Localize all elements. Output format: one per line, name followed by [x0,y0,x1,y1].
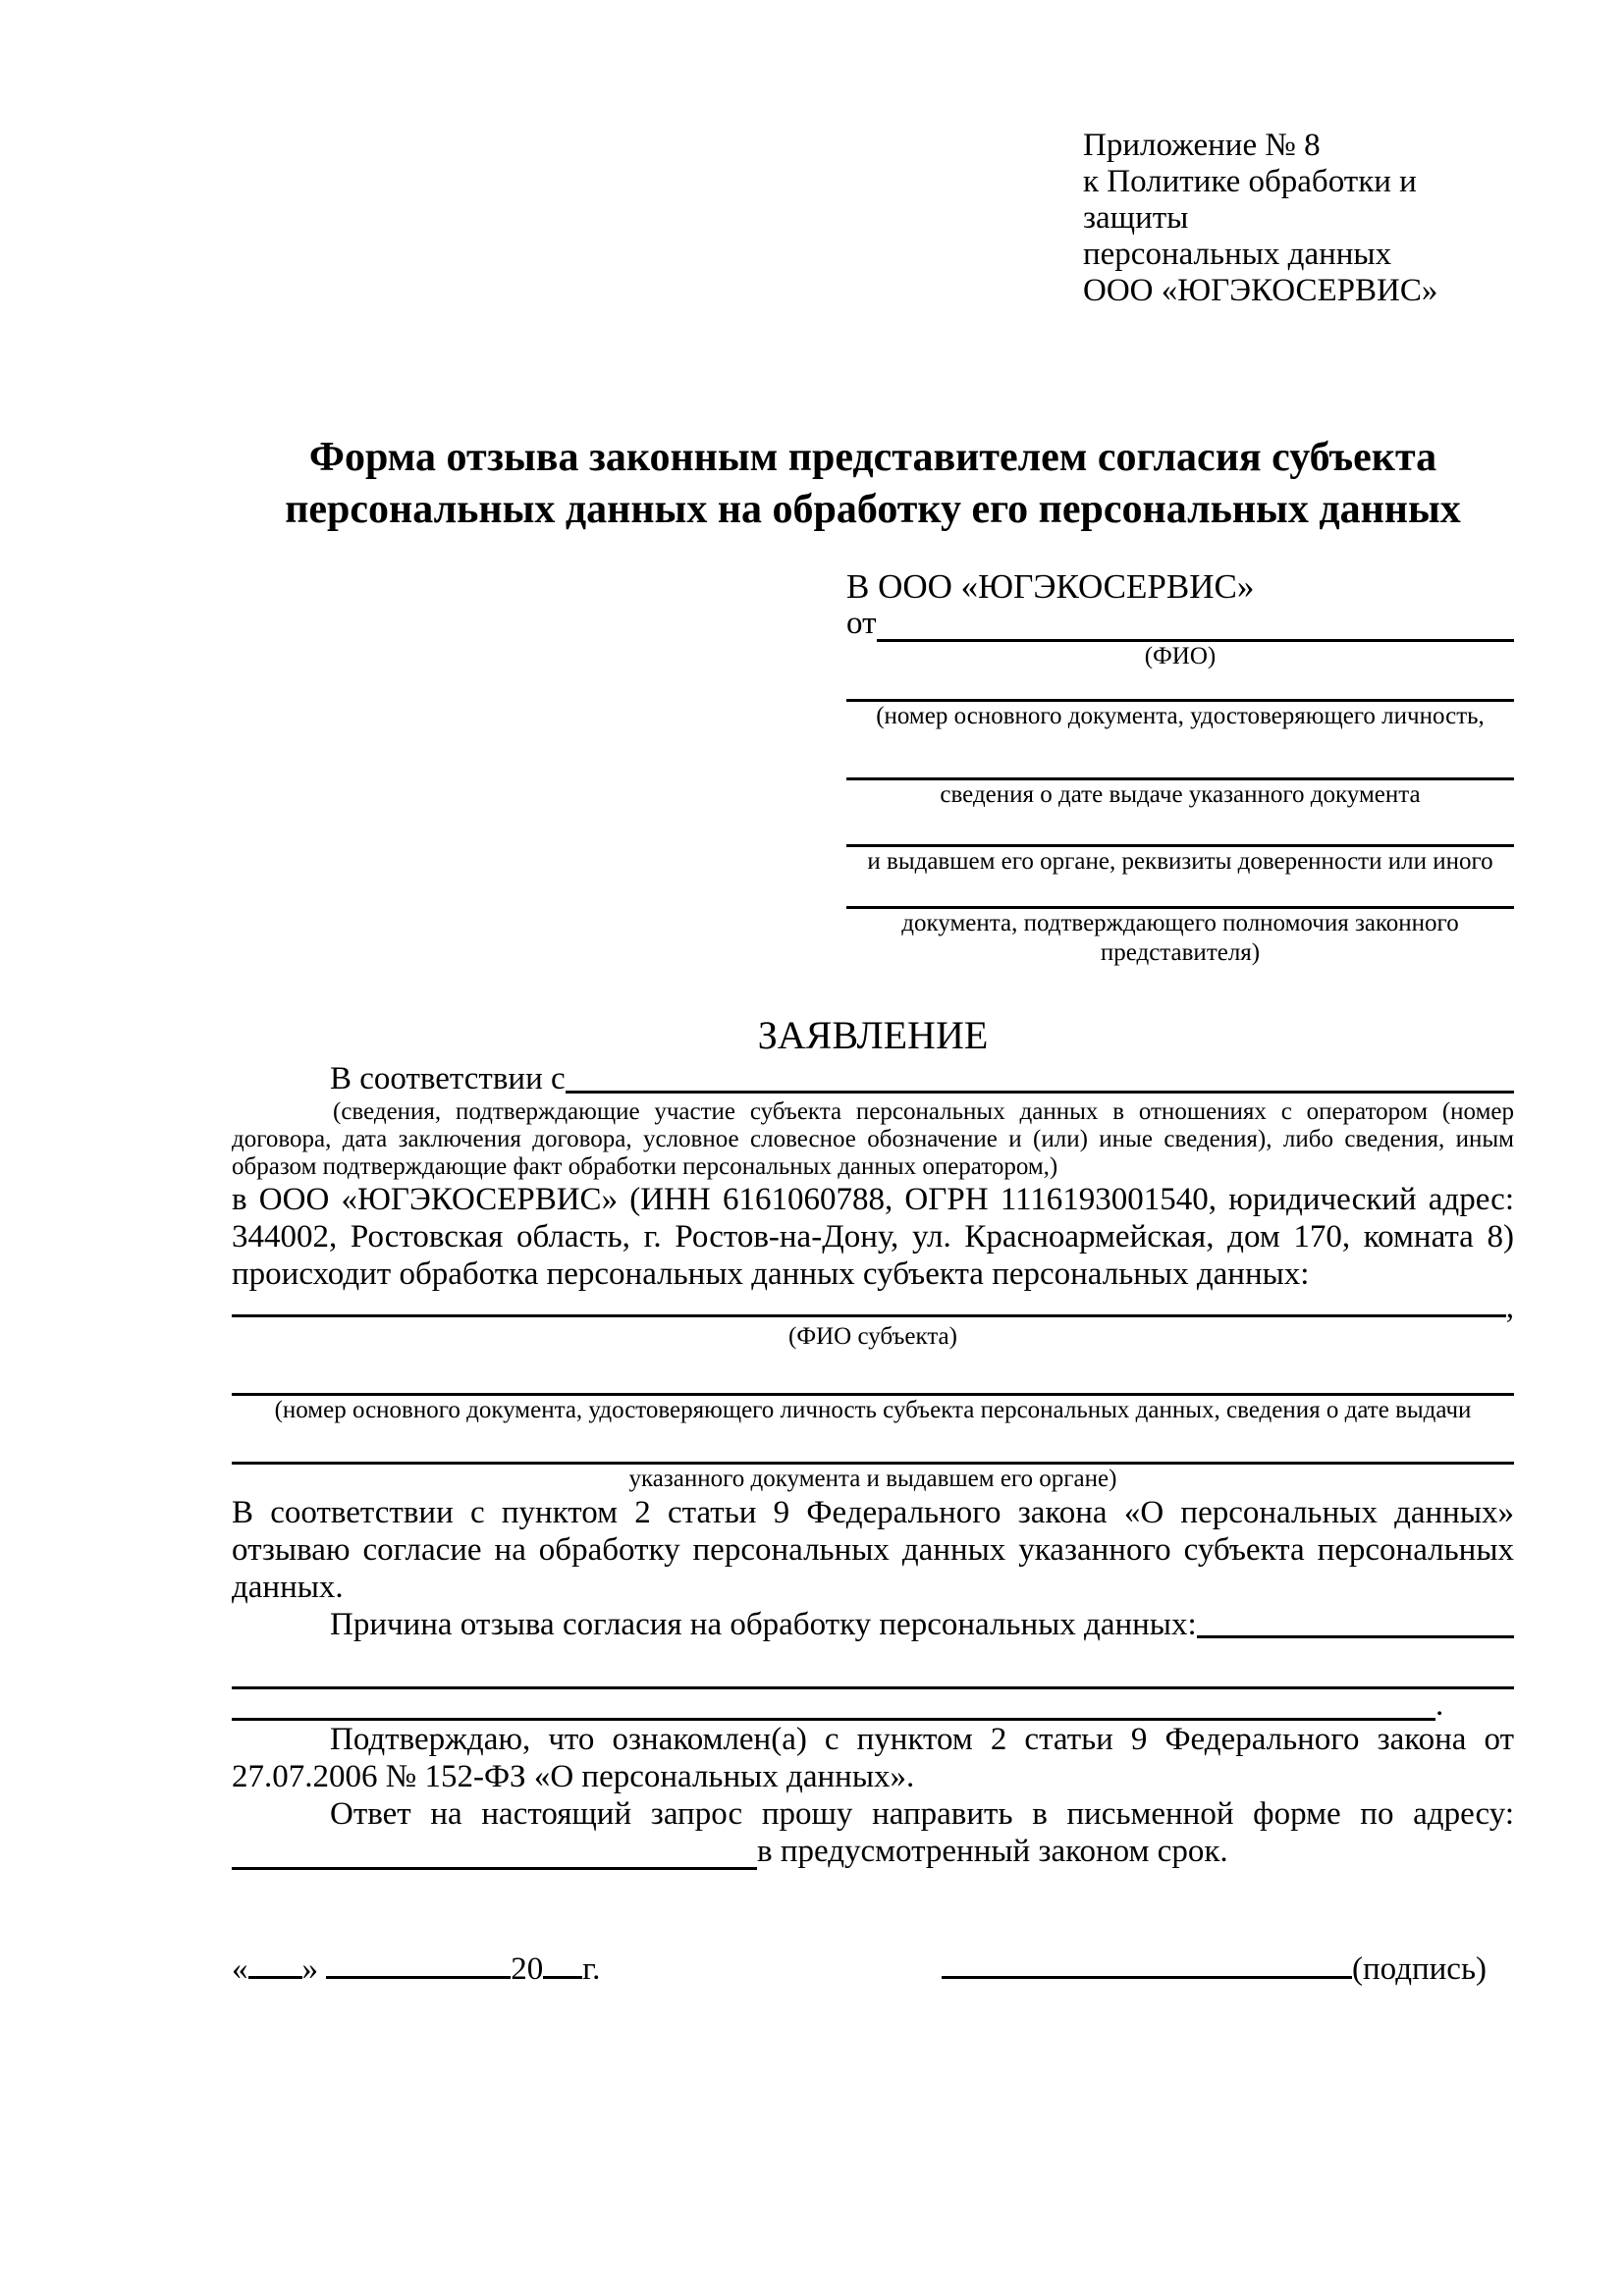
reason-write-line-3-row [232,1689,1514,1721]
subject-fio-caption: (ФИО субъекта) [788,1323,957,1350]
date-year-suffix: г. [582,1951,601,1987]
date-year-write-line [543,1974,582,1979]
date-group [232,1950,600,1988]
reply-address-row [232,1833,1514,1870]
issuing-authority-write-line [846,810,1514,847]
confirmation-paragraph: Подтверждаю, что ознакомлен(а) с пунктом 2 статьи 9 Федерального закона от 27.07.2006 № 152-ФЗ «О персональных данных». [232,1722,1514,1794]
date-day-write-line [248,1974,302,1979]
issue-date-write-line [846,731,1514,780]
document-number-write-line [846,671,1514,702]
subject-document-caption-1: (номер основного документа, удостоверяющего личность субъекта персональных данных, сведения о дате выдачи [274,1397,1472,1423]
date-close-quote: » [301,1951,318,1987]
from-label: от [846,606,877,641]
subject-document-write-line [232,1352,1514,1396]
subject-document-write-line-2 [232,1425,1514,1465]
issuing-authority-caption: и выдавшем его органе, реквизиты доверенности или иного [867,848,1493,875]
document-title: Форма отзыва законным представителем согласия субъекта персональных данных на обработку его персональных данных [285,435,1461,532]
accordance-write-line [566,1091,1514,1094]
withdrawal-paragraph: В соответствии с пунктом 2 статьи 9 Федерального закона «О персональных данных» отзываю согласие на обработку персональных данных указанного субъекта персональных данных. [232,1495,1514,1605]
addressee-from-row [846,606,1514,642]
issue-date-caption: сведения о дате выдаче указанного документа [940,781,1421,808]
reply-tail: в предусмотренный законом срок. [757,1834,1228,1869]
date-month-write-line [326,1974,511,1979]
reason-line-period: . [1435,1687,1444,1723]
date-open-quote: « [232,1951,248,1987]
annex-note-line: персональных данных [1083,237,1392,272]
fio-caption: (ФИО) [1144,643,1217,669]
reason-row [232,1606,1514,1643]
subject-fio-write-line [232,1314,1506,1317]
annex-note-line: Приложение № 8 [1083,128,1321,163]
signature-group [942,1950,1487,1988]
reason-write-line-2 [232,1661,1514,1689]
reason-label: Причина отзыва согласия на обработку персональных данных: [330,1607,1197,1642]
operator-paragraph: в ООО «ЮГЭКОСЕРВИС» (ИНН 6161060788, ОГРН 1116193001540, юридический адрес: 344002, Ростовская область, г. Ростов-на-Дону, ул. Красноармейская, дом 170, комната 8) происходит обработка персональных данных субъекта персональных данных: [232,1182,1514,1292]
date-signature-row [232,1949,1514,1988]
document-number-caption: (номер основного документа, удостоверяющего личность, [876,703,1485,729]
reason-write-line [1197,1635,1514,1638]
annex-note-line: ООО «ЮГЭКОСЕРВИС» [1083,273,1438,308]
subject-document-caption-2: указанного документа и выдавшем его органе) [628,1466,1117,1492]
statement-heading: ЗАЯВЛЕНИЕ [757,1013,989,1057]
subject-fio-comma: , [1505,1290,1514,1325]
annex-note [1083,128,1514,309]
reply-address-write-line [232,1867,757,1870]
addressee-block [846,565,1514,968]
accordance-note: (сведения, подтверждающие участие субъекта персональных данных в отношениях с оператором (номер договора, дата заключения договора, условное словесное обозначение и (или) иные сведения), либо сведения, иным образом подтверждающие факт обработки персональных данных оператором,) [232,1098,1514,1180]
date-year-prefix: 20 [511,1951,544,1987]
reply-request-line: Ответ на настоящий запрос прошу направить в письменной форме по адресу: [330,1796,1514,1832]
addressee-to: В ООО «ЮГЭКОСЕРВИС» [846,567,1255,606]
authority-document-caption: документа, подтверждающего полномочия законного представителя) [901,910,1459,966]
signature-write-line [942,1974,1352,1979]
authority-document-write-line [846,877,1514,909]
annex-note-line: к Политике обработки и защиты [1083,164,1417,236]
accordance-row [232,1059,1514,1098]
signature-caption: (подпись) [1352,1951,1487,1987]
subject-fio-row [232,1290,1514,1325]
accordance-label: В соответствии с [330,1061,566,1096]
